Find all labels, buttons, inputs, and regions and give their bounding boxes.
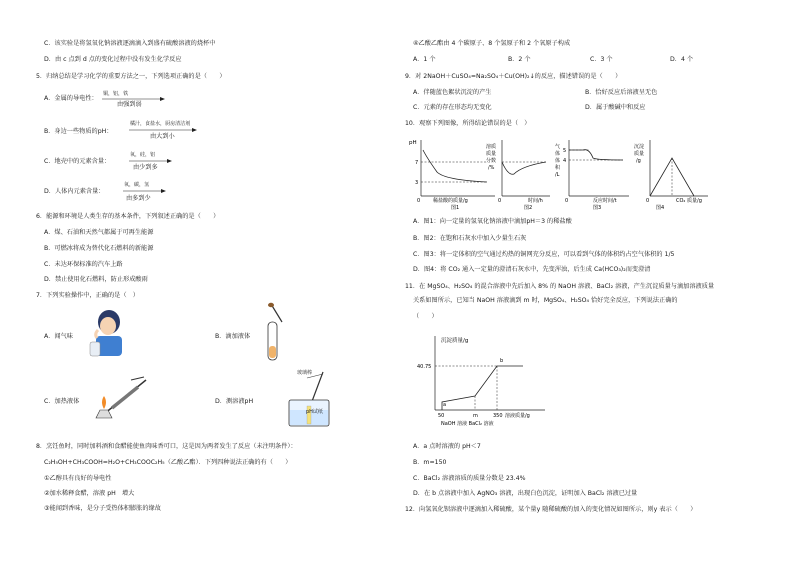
q11-ylabel: 沉淀质量/g <box>441 338 469 344</box>
dropper-test-tube-illustration <box>258 302 292 364</box>
q5-option-c: C．地壳中的元素含量： <box>44 158 111 165</box>
graph4-ylabel: 沉淀 <box>634 144 645 150</box>
q11-point-b: b <box>500 358 504 364</box>
q5b-item: 食盐水 <box>145 121 161 127</box>
graph2-caption: 图2 <box>524 205 533 210</box>
svg-text:0: 0 <box>565 198 569 204</box>
q11-option-d: D．在 b 点溶液中加入 AgNO₃ 溶液，出现白色沉淀，证明加入 BaCl₂ 溶液已过量 <box>413 490 638 497</box>
q10-option-b: B．图2：在饱和石灰水中加入少量生石灰 <box>413 235 527 242</box>
q8-option-b: B．2 个 <box>508 56 531 63</box>
q9-option-d: D．属于酸碱中和反应 <box>585 104 646 111</box>
q9-option-c: C．元素的存在形态均无变化 <box>413 104 492 111</box>
q4-option-c: C．该实验是将氢氧化钠溶液逐滴滴入到盛有硫酸溶液的烧杯中 <box>44 40 216 47</box>
graph2-ylabel: 分数 <box>486 158 497 164</box>
graph1-tick-3: 3 <box>415 180 419 186</box>
q5b-note: 由大到小 <box>150 133 175 140</box>
q8-statement-2: ②加水稀释食醋，溶液 pH 增大 <box>44 490 135 497</box>
q5a-items: 铜，铝，铁 <box>103 91 129 97</box>
q7-option-c: C．加热液体 <box>44 398 80 405</box>
q11-xlabel: 溶液质量/g <box>505 413 530 419</box>
graph3-caption: 图3 <box>593 205 602 210</box>
graph-2 <box>484 136 554 210</box>
q11-option-c: C．BaCl₂ 溶液溶质的质量分数是 23.4% <box>413 475 526 482</box>
graph3-tick-4: 4 <box>563 158 567 164</box>
ph-test-illustration <box>277 370 341 428</box>
q5d-note: 由多到少 <box>126 195 151 202</box>
graph3-xlabel: 反应时间/t <box>593 198 617 204</box>
svg-text:0: 0 <box>646 198 650 204</box>
q5a-item: 铜 <box>103 91 109 97</box>
q5d-items: 氧，碳，氢 <box>124 182 150 188</box>
q5b-item: 厨房清洁剂 <box>165 121 191 127</box>
ph-paper-label: pH试纸 <box>306 409 323 415</box>
graph3-ylabel: 体 <box>555 158 561 164</box>
graph-3 <box>553 136 633 210</box>
graph4-xlabel: CO₂ 质量/g <box>676 198 702 204</box>
graph4-ylabel: /g <box>636 158 641 164</box>
q11-stem-2: 关系如图所示，已知当 NaOH 溶液滴到 m 时，MgSO₄、H₂SO₄ 恰好完全反应，下列说法正确的 <box>413 297 678 304</box>
q11-option-a: A．a 点时溶液的 pH＜7 <box>413 443 481 450</box>
q5d-item: 氢 <box>144 182 150 188</box>
q12-stem: 12．向氢氧化钡溶液中逐滴加入稀硫酸，某个量y 随稀硫酸的加入的变化情况如图所示，则y 表示（ ） <box>405 506 697 513</box>
graph3-ylabel: 气 <box>555 144 561 150</box>
q11-graph <box>405 330 555 430</box>
q5c-item: 硅 <box>140 152 146 158</box>
smelling-student-illustration <box>84 308 130 358</box>
q8-statement-1: ①乙醇具有良好的导电性 <box>44 475 112 482</box>
q6-option-a: A．煤、石油和天然气都属于可再生能源 <box>44 229 154 236</box>
q5b-items: 橘汁，食盐水，厨房清洁剂 <box>130 121 191 127</box>
q5-stem: 5．归纳总结是学习化学的重要方法之一，下列选项正确的是（ ） <box>36 73 226 80</box>
svg-text:0: 0 <box>498 198 502 204</box>
q11-tick-m: m <box>473 413 478 419</box>
q11-xlabel-2: NaOH 溶液 BaCl₂ 溶液 <box>441 421 494 427</box>
heating-liquid-illustration <box>86 374 156 422</box>
graph4-caption: 图4 <box>656 205 665 210</box>
graph1-caption: 图1 <box>451 205 460 210</box>
q8-option-a: A．1 个 <box>413 56 436 63</box>
q11-option-b: B．m=150 <box>413 459 447 466</box>
graph3-ylabel: 积 <box>555 165 561 171</box>
q10-option-a: A．图1：向一定量的氢氧化钠溶液中滴加pH＝3 的稀盐酸 <box>413 218 572 225</box>
graph1-xlabel: 稀盐酸的质量/g <box>433 198 468 204</box>
q4-option-d: D．由 c 点到 d 点的变化过程中没有发生化学反应 <box>44 56 182 63</box>
q6-stem: 6．能源和环境是人类生存的基本条件，下列叙述正确的是（ ） <box>36 213 220 220</box>
q11-tick-350: 350 <box>493 413 503 419</box>
q8-option-d: D．4 个 <box>670 56 694 63</box>
q11-stem-3: （ ） <box>413 313 438 320</box>
glass-rod-label: 玻璃棒 <box>297 370 313 376</box>
graph3-tick-5: 5 <box>563 148 567 154</box>
svg-text:0: 0 <box>417 198 421 204</box>
q10-stem: 10．观察下列图像，所得结论错误的是（ ） <box>405 120 531 127</box>
q7-option-a: A．闻气味 <box>44 333 73 340</box>
graph2-ylabel: /% <box>488 165 495 171</box>
q9-stem: 9．对 2NaOH＋CuSO₄=Na₂SO₄＋Cu(OH)₂↓的反应，描述错误的是（ ） <box>405 73 622 80</box>
q9-option-b: B．恰好反应后溶液呈无色 <box>585 89 658 96</box>
q5a-note: 由强到弱 <box>117 101 142 108</box>
q8-statement-3: ③能闻到香味，是分子受热体积膨胀的缘故 <box>44 505 161 512</box>
q8-option-c: C．3 个 <box>590 56 613 63</box>
q8-equation: C₂H₅OH+CH₃COOH=H₂O+CH₃COOC₂H₅（乙酸乙酯）．下列四种说法正确的有（ ） <box>44 459 292 466</box>
graph2-ylabel: 溶质 <box>486 144 497 150</box>
q8-stem: 8．烹饪鱼时，同时加料酒和食醋能使鱼肉味香可口，这是因为两者发生了反应（未注明条件）： <box>36 443 297 450</box>
graph1-tick-7: 7 <box>415 160 419 166</box>
q5c-note: 由少到多 <box>133 164 158 171</box>
q7-stem: 7．下列实验操作中，正确的是（ ） <box>36 292 139 299</box>
graph3-ylabel: /L <box>555 172 560 178</box>
q10-option-d: D．图4：将 CO₂ 通入一定量的澄清石灰水中，先变浑浊，后生成 Ca(HCO₃)₂而变澄清 <box>413 266 651 273</box>
q5a-item: 铁 <box>123 91 129 97</box>
q6-option-b: B．可燃冰将成为替代化石燃料的新能源 <box>44 245 154 252</box>
q11-tick-4075: 40.75 <box>417 364 432 370</box>
q11-tick-50: 50 <box>438 413 445 419</box>
graph1-ylabel: pH <box>409 140 417 146</box>
graph2-xlabel: 时间/h <box>528 198 543 204</box>
q5-option-b: B．身边一些物质的pH： <box>44 128 113 135</box>
q5c-items: 氧，硅，铝 <box>130 152 156 158</box>
q5d-arrow <box>121 188 171 194</box>
graph2-ylabel: 质量 <box>486 151 497 157</box>
q6-option-d: D．禁止使用化石燃料，防止形成酸雨 <box>44 276 148 283</box>
q5d-item: 氧 <box>124 182 130 188</box>
q5-option-a: A．金属的导电性： <box>44 95 98 102</box>
q5-option-d: D．人体内元素含量： <box>44 188 105 195</box>
q11-stem-1: 11．在 MgSO₄、H₂SO₄ 的混合溶液中先后加入 8% 的 NaOH 溶液、BaCl₂ 溶液，产生沉淀质量与滴加溶液质量 <box>405 283 715 290</box>
graph4-ylabel: 质量 <box>634 151 645 157</box>
q5d-item: 碳 <box>134 182 140 188</box>
graph3-ylabel: 体 <box>555 151 561 157</box>
q5a-item: 铝 <box>113 91 119 97</box>
q5b-item: 橘汁 <box>130 121 141 127</box>
q5c-item: 铝 <box>150 152 156 158</box>
q8-statement-4: ④乙酸乙酯由 4 个碳原子、8 个氢原子和 2 个氧原子构成 <box>413 40 571 47</box>
q7-option-d: D．测溶液pH <box>215 398 254 405</box>
q7-option-b: B．滴加液体 <box>215 333 251 340</box>
q10-option-c: C．图3：将一定体积的空气通过灼热的铜网充分反应，可以看到气体的体积约占空气体积的 1/5 <box>413 251 675 258</box>
q11-point-a: a <box>443 402 447 408</box>
q6-option-c: C．未达环保标准的汽车上路 <box>44 261 123 268</box>
q9-option-a: A．伴随蓝色絮状沉淀的产生 <box>413 89 492 96</box>
graph-4 <box>632 136 712 210</box>
q5c-item: 氧 <box>130 152 136 158</box>
